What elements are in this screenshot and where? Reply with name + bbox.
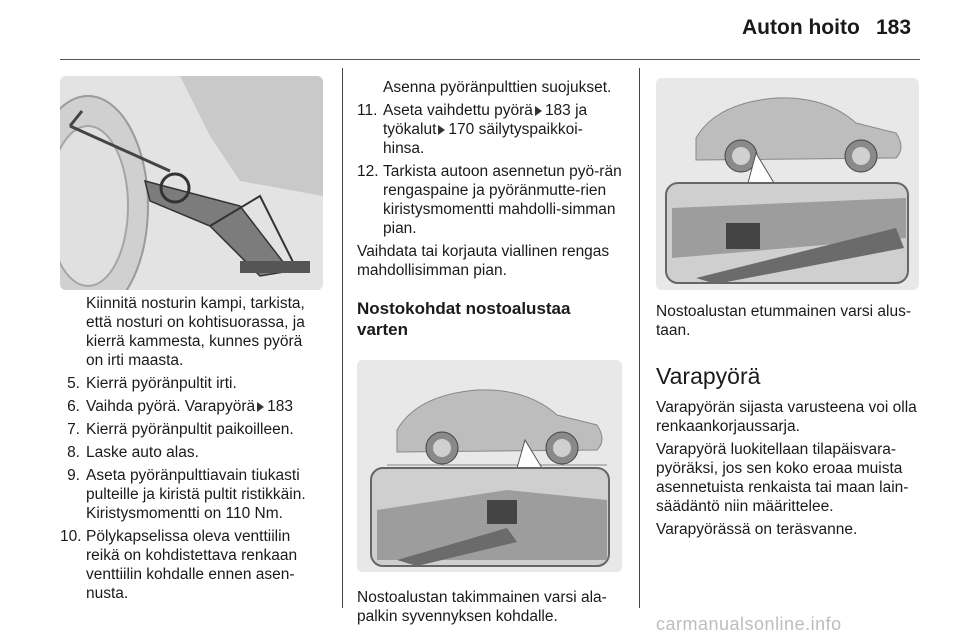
- header-rule: [60, 59, 920, 60]
- paragraph: Vaihdata tai korjauta viallinen rengas mahdollisimman pian.: [357, 243, 610, 279]
- page-reference-icon: [257, 402, 264, 412]
- step-5: [60, 374, 322, 393]
- paragraph: Varapyörä luokitellaan tilapäisvara-pyöräksi, jos sen koko eroaa muista asennetuista renkaista tai maan lain-säädäntö niin määrittelee.: [656, 441, 909, 515]
- step-11: [357, 101, 622, 158]
- section-heading: Nostokohdat nostoalustaa varten: [357, 299, 571, 339]
- step-text: Tarkista autoon asennetun pyö-rän rengaspaine ja pyöränmutte-rien kiristysmomentti mahdolli-simman pian.: [383, 163, 622, 237]
- step-10: [60, 527, 322, 603]
- step-text: Vaihda pyörä. Varapyörä: [86, 398, 256, 415]
- watermark: carmanualsonline.info: [656, 614, 842, 634]
- page-reference: 183: [267, 398, 294, 415]
- jack-illustration: [60, 76, 323, 290]
- step-number: 9.: [67, 467, 80, 484]
- step-7: [60, 420, 322, 439]
- page-reference: 170 säilytyspaikkoi-hinsa.: [383, 121, 583, 157]
- step-12: [357, 162, 622, 238]
- step-number: 8.: [67, 444, 80, 461]
- step-number: 6.: [67, 398, 80, 415]
- step-number: 12.: [357, 163, 379, 180]
- page-number: 183: [876, 16, 912, 39]
- column-1: [60, 294, 322, 607]
- step-9: [60, 466, 322, 523]
- step-8: [60, 443, 322, 462]
- rear-lift-point-illustration: [357, 360, 622, 572]
- step-number: 11.: [357, 102, 378, 119]
- step-number: 7.: [67, 421, 80, 438]
- step-number: 10.: [60, 528, 82, 545]
- step-text: Aseta vaihdettu pyörä: [383, 102, 533, 119]
- column-3: [656, 78, 921, 543]
- column-2: [357, 78, 622, 630]
- header-title: Auton hoito: [742, 16, 860, 39]
- column-divider-1: [342, 68, 343, 608]
- figure-caption: Nostoalustan etummainen varsi alus-taan.: [656, 303, 912, 339]
- column-divider-2: [639, 68, 640, 608]
- step-text: Pölykapselissa oleva venttiilin reikä on kohdistettava renkaan venttiilin kohdalle ennen asen-nusta.: [86, 528, 298, 602]
- page-reference-icon: [438, 125, 445, 135]
- step-text: Laske auto alas.: [86, 444, 199, 461]
- step-text: Kierrä pyöränpultit paikoilleen.: [86, 421, 294, 438]
- paragraph: Varapyörän sijasta varusteena voi olla renkaankorjaussarja.: [656, 399, 917, 435]
- step-6: [60, 397, 322, 416]
- continuation-text: Asenna pyöränpulttien suojukset.: [383, 79, 612, 96]
- front-lift-point-illustration: [656, 78, 919, 290]
- page-reference-icon: [535, 106, 542, 116]
- section-heading: Varapyörä: [656, 363, 761, 389]
- figure-caption: Nostoalustan takimmainen varsi ala-palkin syvennyksen kohdalle.: [357, 589, 607, 625]
- paragraph: Varapyörässä on teräsvanne.: [656, 521, 858, 538]
- step-text: Kierrä pyöränpultit irti.: [86, 375, 237, 392]
- step-number: 5.: [67, 375, 80, 392]
- step-text: Aseta pyöränpulttiavain tiukasti pulteille ja kiristä pultit ristikkäin. Kiristysmomentti on 110 Nm.: [86, 467, 306, 522]
- page-reference: 183 ja työkalut: [383, 102, 588, 138]
- intro-paragraph: Kiinnitä nosturin kampi, tarkista, että nosturi on kohtisuorassa, ja kierrä kammesta, kunnes pyörä on irti maasta.: [86, 295, 305, 369]
